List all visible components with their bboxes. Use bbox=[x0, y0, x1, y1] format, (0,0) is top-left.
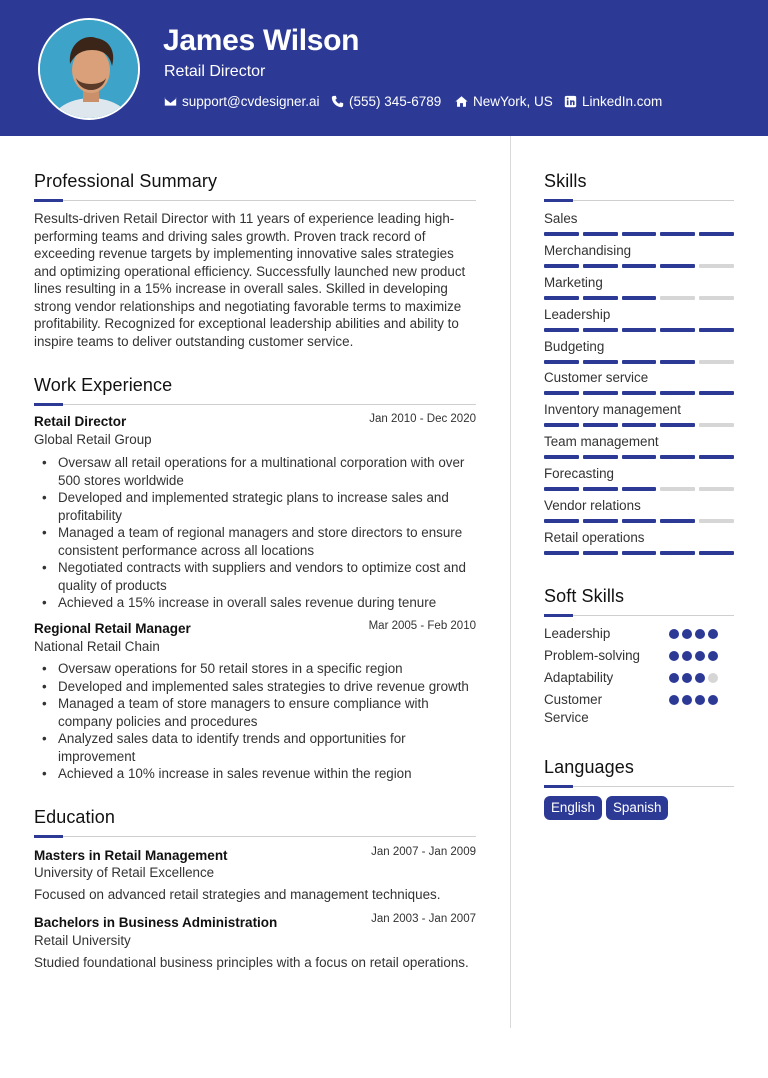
rating-dot bbox=[669, 629, 679, 639]
skill-level-segment bbox=[699, 487, 734, 491]
linkedin-icon bbox=[564, 95, 577, 108]
skill-level-segment bbox=[699, 423, 734, 427]
skill-name: Leadership bbox=[544, 306, 611, 322]
summary-heading: Professional Summary bbox=[34, 171, 218, 191]
skill-level-segment bbox=[699, 264, 734, 268]
skill-level-segment bbox=[660, 551, 695, 555]
skill-level-segment bbox=[583, 232, 618, 236]
skill-name: Retail operations bbox=[544, 529, 645, 545]
skill-level-segment bbox=[699, 391, 734, 395]
degree-dates: Jan 2003 - Jan 2007 bbox=[371, 913, 476, 925]
list-item: • Oversaw all retail operations for a multinational corporation with over 500 stores worldwide bbox=[34, 454, 484, 489]
skill-level-segment bbox=[544, 487, 579, 491]
skill-level-segment bbox=[660, 487, 695, 491]
job-dates: Jan 2010 - Dec 2020 bbox=[369, 413, 476, 425]
skill-level-segment bbox=[660, 519, 695, 523]
skill-level-segment bbox=[583, 360, 618, 364]
skill-item bbox=[544, 433, 734, 465]
soft-skill-rating bbox=[669, 651, 718, 661]
skill-level-bar bbox=[544, 232, 734, 236]
skill-item bbox=[544, 529, 734, 561]
soft-skills-accent bbox=[544, 614, 573, 617]
skills-heading: Skills bbox=[544, 171, 587, 191]
skill-item bbox=[544, 338, 734, 370]
rating-dot bbox=[708, 651, 718, 661]
location-link[interactable] bbox=[455, 94, 553, 109]
skill-level-segment bbox=[622, 487, 657, 491]
skill-level-segment bbox=[583, 487, 618, 491]
rating-dot bbox=[669, 673, 679, 683]
education-rule bbox=[34, 836, 476, 837]
soft-skill-rating bbox=[669, 673, 718, 683]
skill-level-bar bbox=[544, 264, 734, 268]
degree-title: Masters in Retail Management bbox=[34, 848, 228, 863]
languages-heading: Languages bbox=[544, 757, 634, 777]
list-item: • Developed and implemented sales strategies to drive revenue growth bbox=[34, 678, 484, 696]
list-item: • Achieved a 10% increase in sales revenue within the region bbox=[34, 765, 484, 783]
skill-level-segment bbox=[583, 423, 618, 427]
phone-icon bbox=[331, 95, 344, 108]
profile-photo bbox=[40, 20, 140, 120]
skill-level-segment bbox=[660, 391, 695, 395]
rating-dot bbox=[695, 673, 705, 683]
skill-level-bar bbox=[544, 296, 734, 300]
skill-level-segment bbox=[544, 360, 579, 364]
rating-dot bbox=[682, 651, 692, 661]
skill-level-segment bbox=[699, 360, 734, 364]
skill-level-segment bbox=[622, 423, 657, 427]
rating-dot bbox=[682, 673, 692, 683]
skill-level-segment bbox=[583, 455, 618, 459]
linkedin-link[interactable] bbox=[564, 94, 662, 109]
rating-dot bbox=[669, 695, 679, 705]
experience-accent bbox=[34, 403, 63, 406]
skill-item bbox=[544, 497, 734, 529]
envelope-icon bbox=[164, 95, 177, 108]
skill-level-segment bbox=[544, 264, 579, 268]
languages-accent bbox=[544, 785, 573, 788]
skill-level-bar bbox=[544, 328, 734, 332]
skill-level-bar bbox=[544, 455, 734, 459]
skill-level-segment bbox=[660, 455, 695, 459]
skill-name: Team management bbox=[544, 434, 659, 450]
job-bullets bbox=[34, 660, 484, 783]
skill-item bbox=[544, 465, 734, 497]
job-title: Regional Retail Manager bbox=[34, 621, 191, 636]
skill-name: Customer service bbox=[544, 370, 649, 386]
skill-level-segment bbox=[660, 328, 695, 332]
language-badge: English bbox=[544, 796, 602, 820]
degree-description: Focused on advanced retail strategies and management techniques. bbox=[34, 887, 441, 902]
language-badge: Spanish bbox=[606, 796, 668, 820]
rating-dot bbox=[708, 673, 718, 683]
skill-item bbox=[544, 274, 734, 306]
skill-level-segment bbox=[622, 519, 657, 523]
avatar bbox=[38, 18, 140, 120]
skill-level-segment bbox=[583, 519, 618, 523]
soft-skill-name: Problem-solving bbox=[544, 648, 641, 663]
skill-level-segment bbox=[699, 455, 734, 459]
skill-name: Budgeting bbox=[544, 338, 605, 354]
skill-level-segment bbox=[544, 423, 579, 427]
skill-level-segment bbox=[622, 264, 657, 268]
soft-skill-rating bbox=[669, 629, 718, 639]
rating-dot bbox=[695, 695, 705, 705]
skill-item bbox=[544, 306, 734, 338]
skill-item bbox=[544, 242, 734, 274]
skill-level-segment bbox=[699, 551, 734, 555]
list-item: • Managed a team of store managers to ensure compliance with company policies and procedures bbox=[34, 695, 484, 730]
skill-level-segment bbox=[583, 296, 618, 300]
skill-level-segment bbox=[544, 296, 579, 300]
skills-list bbox=[544, 210, 734, 561]
soft-skill-name: Leadership bbox=[544, 626, 611, 641]
education-heading: Education bbox=[34, 807, 115, 827]
skill-level-bar bbox=[544, 391, 734, 395]
candidate-role: Retail Director bbox=[164, 63, 266, 80]
skill-level-segment bbox=[544, 551, 579, 555]
skill-level-segment bbox=[544, 455, 579, 459]
column-divider bbox=[510, 136, 511, 1028]
job-title: Retail Director bbox=[34, 414, 127, 429]
linkedin-text: LinkedIn.com bbox=[582, 94, 663, 109]
rating-dot bbox=[708, 695, 718, 705]
skill-item bbox=[544, 401, 734, 433]
job-bullets bbox=[34, 454, 484, 612]
school-name: Retail University bbox=[34, 933, 131, 948]
experience-heading: Work Experience bbox=[34, 375, 173, 395]
skill-level-segment bbox=[583, 551, 618, 555]
skill-level-segment bbox=[622, 455, 657, 459]
soft-skill-name: Adaptability bbox=[544, 670, 614, 685]
soft-skill-rating bbox=[669, 695, 718, 705]
skill-level-segment bbox=[622, 328, 657, 332]
summary-accent bbox=[34, 199, 63, 202]
list-item: • Analyzed sales data to identify trends and opportunities for improvement bbox=[34, 730, 484, 765]
school-name: University of Retail Excellence bbox=[34, 865, 215, 880]
degree-description: Studied foundational business principles with a focus on retail operations. bbox=[34, 955, 469, 970]
soft-skills-heading: Soft Skills bbox=[544, 586, 625, 606]
skill-level-segment bbox=[583, 264, 618, 268]
skill-level-segment bbox=[544, 391, 579, 395]
list-item: • Oversaw operations for 50 retail stores in a specific region bbox=[34, 660, 484, 678]
email-link[interactable] bbox=[164, 94, 320, 109]
skill-level-segment bbox=[660, 232, 695, 236]
skill-level-segment bbox=[583, 328, 618, 332]
skill-level-segment bbox=[622, 551, 657, 555]
rating-dot bbox=[708, 629, 718, 639]
skill-level-segment bbox=[660, 264, 695, 268]
skill-level-segment bbox=[544, 328, 579, 332]
skill-name: Inventory management bbox=[544, 402, 681, 418]
job-organization: National Retail Chain bbox=[34, 639, 160, 654]
skill-level-segment bbox=[660, 423, 695, 427]
rating-dot bbox=[682, 695, 692, 705]
list-item: • Managed a team of regional managers and store directors to ensure consistent performance across all locations bbox=[34, 524, 484, 559]
education-accent bbox=[34, 835, 63, 838]
degree-dates: Jan 2007 - Jan 2009 bbox=[371, 846, 476, 858]
skill-level-segment bbox=[660, 360, 695, 364]
skill-level-segment bbox=[583, 391, 618, 395]
skill-level-segment bbox=[544, 519, 579, 523]
skill-level-bar bbox=[544, 423, 734, 427]
email-text: support@cvdesigner.ai bbox=[182, 94, 320, 109]
rating-dot bbox=[695, 629, 705, 639]
skill-level-segment bbox=[699, 519, 734, 523]
rating-dot bbox=[695, 651, 705, 661]
skill-level-segment bbox=[660, 296, 695, 300]
skill-level-bar bbox=[544, 519, 734, 523]
skill-level-segment bbox=[622, 360, 657, 364]
skill-name: Merchandising bbox=[544, 242, 632, 258]
skill-name: Sales bbox=[544, 211, 578, 226]
degree-title: Bachelors in Business Administration bbox=[34, 915, 278, 930]
list-item: • Developed and implemented strategic plans to increase sales and profitability bbox=[34, 489, 484, 524]
candidate-name: James Wilson bbox=[163, 24, 360, 57]
skill-level-segment bbox=[699, 296, 734, 300]
skill-name: Forecasting bbox=[544, 466, 614, 482]
skill-name: Vendor relations bbox=[544, 498, 641, 514]
list-item: • Negotiated contracts with suppliers and vendors to optimize cost and quality of products bbox=[34, 559, 484, 594]
skill-name: Marketing bbox=[544, 274, 603, 290]
skill-level-bar bbox=[544, 360, 734, 364]
skills-accent bbox=[544, 199, 573, 202]
experience-rule bbox=[34, 404, 476, 405]
skill-item bbox=[544, 210, 734, 242]
skill-level-segment bbox=[622, 391, 657, 395]
job-dates: Mar 2005 - Feb 2010 bbox=[368, 620, 476, 632]
skill-level-segment bbox=[622, 232, 657, 236]
phone-text: (555) 345-6789 bbox=[349, 94, 442, 109]
soft-skill-name: Customer Service bbox=[544, 692, 603, 725]
summary-rule bbox=[34, 200, 476, 201]
home-icon bbox=[455, 95, 468, 108]
skill-level-segment bbox=[699, 328, 734, 332]
job-organization: Global Retail Group bbox=[34, 432, 152, 447]
skill-level-segment bbox=[622, 296, 657, 300]
skill-item bbox=[544, 369, 734, 401]
skill-level-bar bbox=[544, 551, 734, 555]
rating-dot bbox=[669, 651, 679, 661]
skill-level-bar bbox=[544, 487, 734, 491]
list-item: • Achieved a 15% increase in overall sales revenue during tenure bbox=[34, 594, 484, 612]
summary-text: Results-driven Retail Director with 11 years of experience leading high-performing teams and driving sales growth. Proven track record of exceeding revenue targets by implementing innovative sales strategies and optimizing operational efficiency. Successfully launched new product lines resulting in a 15% increase in overall sales. Skilled in developing strong vendor relationships and negotiating favorable terms to maximize profitability. Recognized for exceptional leadership abilities and ability to inspire teams to deliver outstanding customer service. bbox=[34, 211, 466, 349]
skill-level-segment bbox=[699, 232, 734, 236]
skill-level-segment bbox=[544, 232, 579, 236]
rating-dot bbox=[682, 629, 692, 639]
header-banner bbox=[0, 0, 768, 136]
phone-link[interactable] bbox=[331, 94, 441, 109]
location-text: NewYork, US bbox=[473, 94, 553, 109]
